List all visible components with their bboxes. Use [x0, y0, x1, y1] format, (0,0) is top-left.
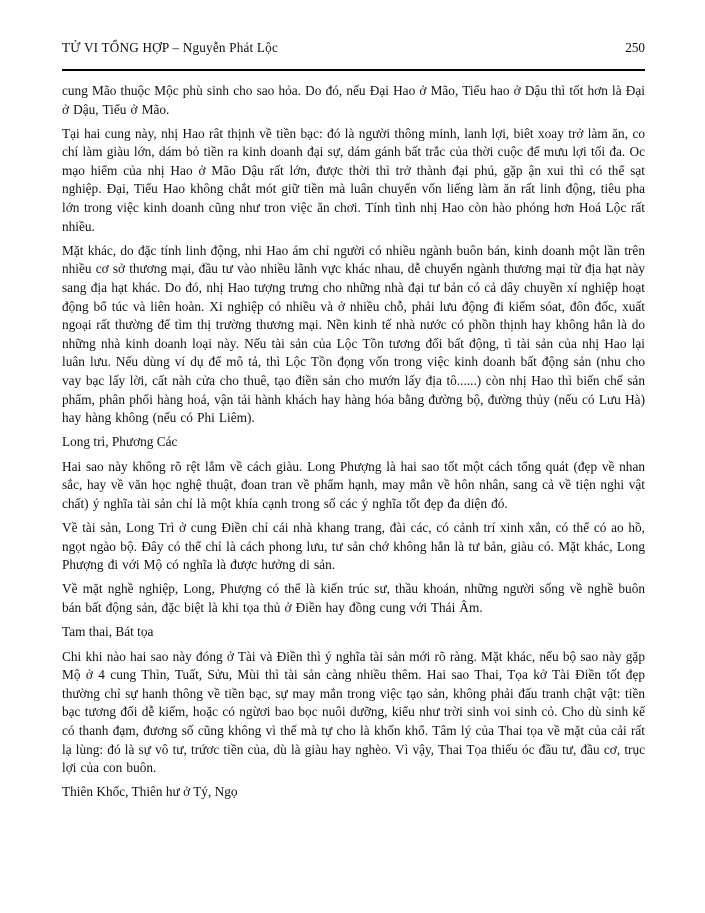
paragraph-nhi-hao-tien-bac: Tại hai cung này, nhị Hao rât thịnh về tiền bạc: đó là người thông minh, lanh lợi, biêt xoay trở làm ăn, co chí làm giàu lớn, dám bỏ tiền ra kinh doanh đại sự, dám gánh bất trắc của thời cuộc để mưu lợi tối đa. Oc mạo hiểm của nhị Hao ở Mão Dậu rất lớn, được thời thì trở thành đại phú, gặp ận xui thì có thể sạt nghiệp. Đại, Tiểu Hao không chắt mót giữ tiền mà luân chuyển vốn liếng làm ăn rất linh động, tiêu pha lớn trong việc kinh doanh cũng như tron việc ăn chơi. Tính tình nhị Hao còn hào phóng hơn Hoá Lộc rất nhiều.	[62, 125, 645, 234]
document-body	[62, 82, 645, 802]
paragraph-long-tri-cung-dien: Về tài sản, Long Trì ở cung Điền chỉ cái nhà khang trang, đài các, có cảnh trí xinh xắn, có thể có ao hồ, ngọt ngào bộ. Đây có thể chỉ là cách phong lưu, tư sản chớ không hẳn là tư bản, giàu có. Mặt khác, Long Phượng đi với Mộ có nghĩa là được hưởng di sản.	[62, 520, 645, 573]
section-heading-tam-thai-bat-toa: Tam thai, Bát tọa	[62, 624, 154, 640]
paragraph-long-phuong-nghe-nghiep: Về mặt nghề nghiệp, Long, Phượng có thể là kiến trúc sư, thầu khoán, những người sống về nghề buôn bán bất động sản, đặc biệt là khi tọa thủ ở Điền hay đồng cung với Thái Âm.	[62, 581, 645, 615]
running-header-title: TỬ VI TỔNG HỢP – Nguyễn Phát Lộc	[62, 40, 279, 55]
page-header	[62, 40, 645, 56]
section-heading-long-tri-phuong-cac: Long trì, Phương Các	[62, 434, 178, 450]
header-rule	[62, 69, 645, 71]
paragraph-long-phuong-tong-quat: Hai sao này không rõ rệt lắm về cách giàu. Long Phượng là hai sao tốt một cách tổng quát (đẹp về nhan sắc, hay về văn học nghệ thuật, đoan tran về phẩm hạnh, may mắn về hôn nhân, sang cả về tiện nghi vật chất) ý nghĩa tài sản chỉ là một khía cạnh trong số các ý nghĩa tốt đẹp đa diện đó.	[62, 458, 645, 511]
section-heading-thien-khoc-thien-hu: Thiên Khốc, Thiên hư ở Tý, Ngọ	[62, 784, 238, 800]
page-number: 250	[625, 40, 645, 55]
paragraph-nhi-hao-kinh-doanh: Mặt khác, do đặc tính linh động, nhi Hao ám chỉ người có nhiều ngành buôn bán, kinh doanh một lần trên nhiều cơ sở thương mại, đầu tư vào nhiều lãnh vực khác nhau, dễ chuyển ngành thương mại từ địa hạt này sang địa hạt khác. Do đó, nhị Hao tượng trưng cho những nhà đại tư bản có cả dây chuyền xí nghiệp hoạt động bổ túc và liên hoàn. Xi nghiệp có nhiều và ở nhiều chỗ, phải lưu động đi kiểm sóat, đôn đốc, xuất ngoại rất thường để tìm thị trường thương mại. Nền kinh tế nhà nước có phồn thịnh hay không hẳn là do những nhà kinh doanh loại này. Nếu tài sản của Lộc Tồn tương đối bất động, tì tài sản của nhị Hao lại luân lưu. Nếu dùng ví dụ để mô tả, thì Lộc Tồn đọng vốn trong việc kinh doanh bất động sản (nhu cho vay bạc lấy lời, cất nàh cửa cho thuê, tạo điền sản cho mướn lấy địa tô......) còn nhị Hao thì biến chế sản phẩm, phân phối hàng hoá, vận tải hành khách hay hàng hóa bằng đường bộ, đường thủy (nếu có Lưu Hà) hay hàng không (nếu có Phi Liêm).	[62, 242, 645, 426]
paragraph-thai-toa-tai-dien: Chi khi nào hai sao này đóng ở Tài và Điền thì ý nghĩa tài sản mới rõ ràng. Mặt khác, nếu bộ sao này gặp Mộ ở 4 cung Thìn, Tuất, Sửu, Mùi thì tài sản càng nhiều thêm. Hai sao Thai, Tọa kở Tài Điền tốt đẹp thường chỉ sự hanh thông về tiền bạc, sự may mắn trong việc tạo sản, không phải đấu tranh chật vật: tiền bạc tương đối dễ kiếm, hoặc có ngừơi bao bọc nuôi dưỡng, kiểu như trời sinh voi sinh cỏ. Cho dù sinh kế có thanh đạm, đương số cũng không vì thế mà tự cho là khốn khổ. Tâm lý của Thai tọa về mặt của cải rất lạ lùng: đó là sự vô tư, trứơc tiền của, dù là giàu hay nghèo. Vì vậy, Thai Tọa thiếu óc đầu tư, đầu cơ, trục lợi của con buôn.	[62, 648, 645, 776]
paragraph-dai-tieu-hao-mao-dau: cung Mão thuộc Mộc phù sinh cho sao hỏa. Do đó, nếu Đại Hao ở Mão, Tiểu hao ở Dậu thì tốt hơn là Đại ở Dậu, Tiểu ở Mão.	[62, 83, 645, 117]
